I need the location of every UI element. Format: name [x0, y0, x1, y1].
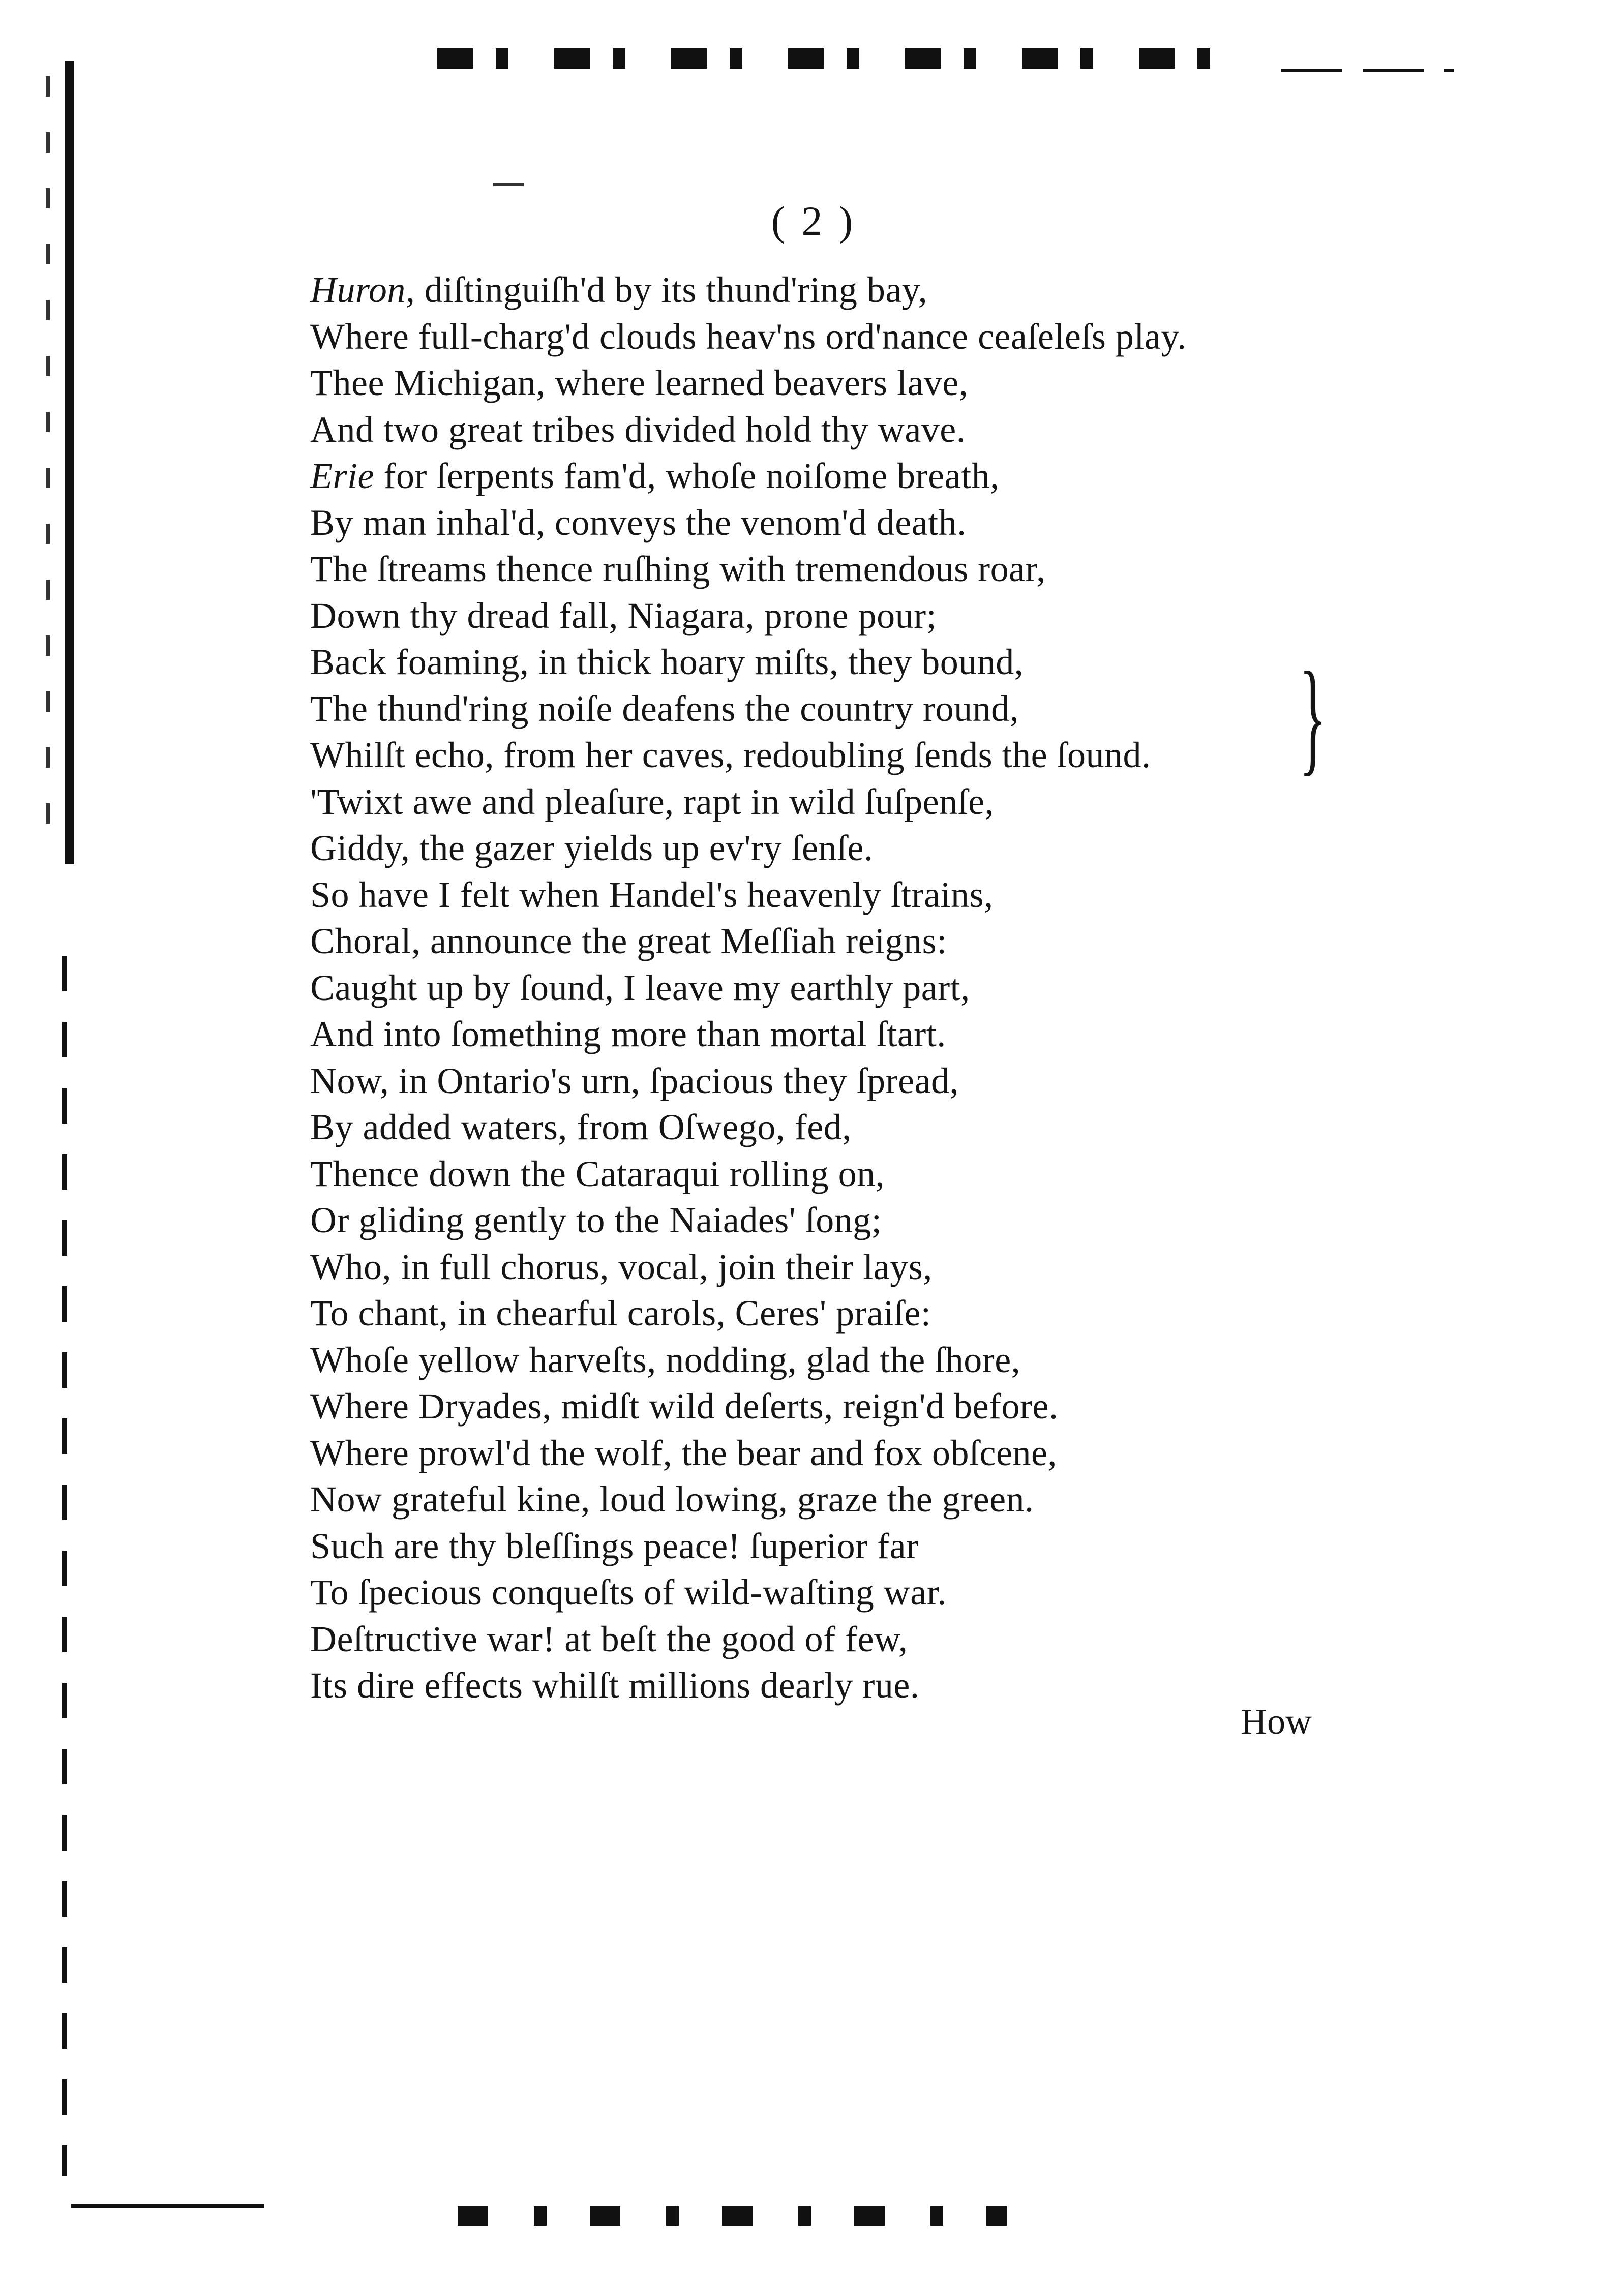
- line-text: Caught up by ſound, I leave my earthly part,: [310, 967, 970, 1008]
- scan-edge-shadow: [65, 61, 74, 864]
- line-text: By man inhal'd, conveys the venom'd death.: [310, 502, 967, 543]
- poem-line: [310, 1197, 1454, 1244]
- scan-top-dash: [1281, 69, 1454, 72]
- line-text: To ſpecious conqueſts of wild-waſting war.: [310, 1572, 947, 1613]
- line-text: Down thy dread fall, Niagara, prone pour;: [310, 595, 937, 636]
- catchword: How: [1241, 1701, 1312, 1742]
- line-text: Whilſt echo, from her caves, redoubling ſends the ſound.: [310, 735, 1151, 775]
- line-text: Thee Michigan, where learned beavers lave,: [310, 362, 969, 403]
- line-text: So have I felt when Handel's heavenly ſtrains,: [310, 874, 994, 915]
- scan-edge-marks: [62, 956, 67, 2176]
- poem-line: [310, 453, 1454, 500]
- italic-place-name: Huron: [310, 269, 406, 310]
- line-text: And into ſomething more than mortal ſtart.: [310, 1014, 946, 1054]
- poem-line: [310, 1290, 1454, 1337]
- line-text: Choral, announce the great Meſſiah reigns:: [310, 921, 947, 961]
- line-text: Where Dryades, midſt wild deſerts, reign'd before.: [310, 1386, 1059, 1427]
- poem-line: [310, 686, 1454, 733]
- poem-line: [310, 593, 1454, 640]
- line-text: And two great tribes divided hold thy wave.: [310, 409, 966, 450]
- poem-line: [310, 732, 1454, 779]
- line-text: Thence down the Cataraqui rolling on,: [310, 1153, 885, 1194]
- poem-line: [310, 1151, 1454, 1198]
- poem-line: [310, 1104, 1454, 1151]
- line-text: Its dire effects whilſt millions dearly rue.: [310, 1665, 920, 1706]
- poem-line: [310, 1383, 1454, 1430]
- poem-line: [310, 1337, 1454, 1384]
- line-text: Now, in Ontario's urn, ſpacious they ſpread,: [310, 1060, 959, 1101]
- poem-line: [310, 1569, 1454, 1616]
- line-text: Where prowl'd the wolf, the bear and fox obſcene,: [310, 1432, 1057, 1473]
- scan-bottom-artifact: [458, 2206, 1007, 2226]
- poem-line: [310, 1523, 1454, 1570]
- line-text: Now grateful kine, loud lowing, graze the green.: [310, 1479, 1034, 1520]
- poem-line: [310, 500, 1454, 547]
- line-text: for ſerpents fam'd, whoſe noiſome breath,: [374, 456, 1000, 496]
- poem-line: [310, 1476, 1454, 1523]
- poem-line: [310, 1616, 1454, 1663]
- line-text: , diſtinguiſh'd by its thund'ring bay,: [405, 269, 928, 310]
- poem-line: [310, 314, 1454, 360]
- italic-place-name: Erie: [310, 456, 374, 496]
- poem-text: [310, 267, 1454, 1709]
- poem-line: [310, 1244, 1454, 1291]
- poem-line: [310, 407, 1454, 453]
- line-text: To chant, in chearful carols, Ceres' praiſe:: [310, 1293, 931, 1334]
- line-text: Back foaming, in thick hoary miſts, they bound,: [310, 642, 1024, 682]
- triplet-brace: }: [1299, 646, 1327, 787]
- line-text: Such are thy bleſſings peace! ſuperior far: [310, 1525, 919, 1566]
- poem-line: [310, 546, 1454, 593]
- line-text: Or gliding gently to the Naiades' ſong;: [310, 1200, 882, 1240]
- page-number: ( 2 ): [771, 198, 856, 244]
- scan-bottom-edge: [71, 2204, 264, 2208]
- poem-line: [310, 872, 1454, 919]
- line-text: Whoſe yellow harveſts, nodding, glad the ſhore,: [310, 1339, 1021, 1380]
- line-text: Giddy, the gazer yields up ev'ry ſenſe.: [310, 828, 874, 868]
- scan-speck: [493, 183, 524, 186]
- scan-edge-noise: [46, 76, 50, 839]
- line-text: Deſtructive war! at beſt the good of few,: [310, 1618, 908, 1659]
- scan-top-artifact: [437, 48, 1225, 69]
- poem-line: [310, 267, 1454, 314]
- poem-line: [310, 1430, 1454, 1477]
- line-text: Where full-charg'd clouds heav'ns ord'nance ceaſeleſs play.: [310, 316, 1187, 357]
- line-text: By added waters, from Oſwego, fed,: [310, 1107, 852, 1147]
- poem-line: [310, 825, 1454, 872]
- line-text: The thund'ring noiſe deafens the country round,: [310, 688, 1019, 729]
- poem-line: [310, 1011, 1454, 1058]
- poem-line: [310, 779, 1454, 826]
- poem-line: [310, 360, 1454, 407]
- poem-line: [310, 1058, 1454, 1105]
- line-text: The ſtreams thence ruſhing with tremendous roar,: [310, 549, 1046, 589]
- line-text: Who, in full chorus, vocal, join their lays,: [310, 1246, 933, 1287]
- poem-line: [310, 965, 1454, 1012]
- line-text: 'Twixt awe and pleaſure, rapt in wild ſuſpenſe,: [310, 781, 995, 822]
- poem-line: [310, 918, 1454, 965]
- poem-line: [310, 639, 1454, 686]
